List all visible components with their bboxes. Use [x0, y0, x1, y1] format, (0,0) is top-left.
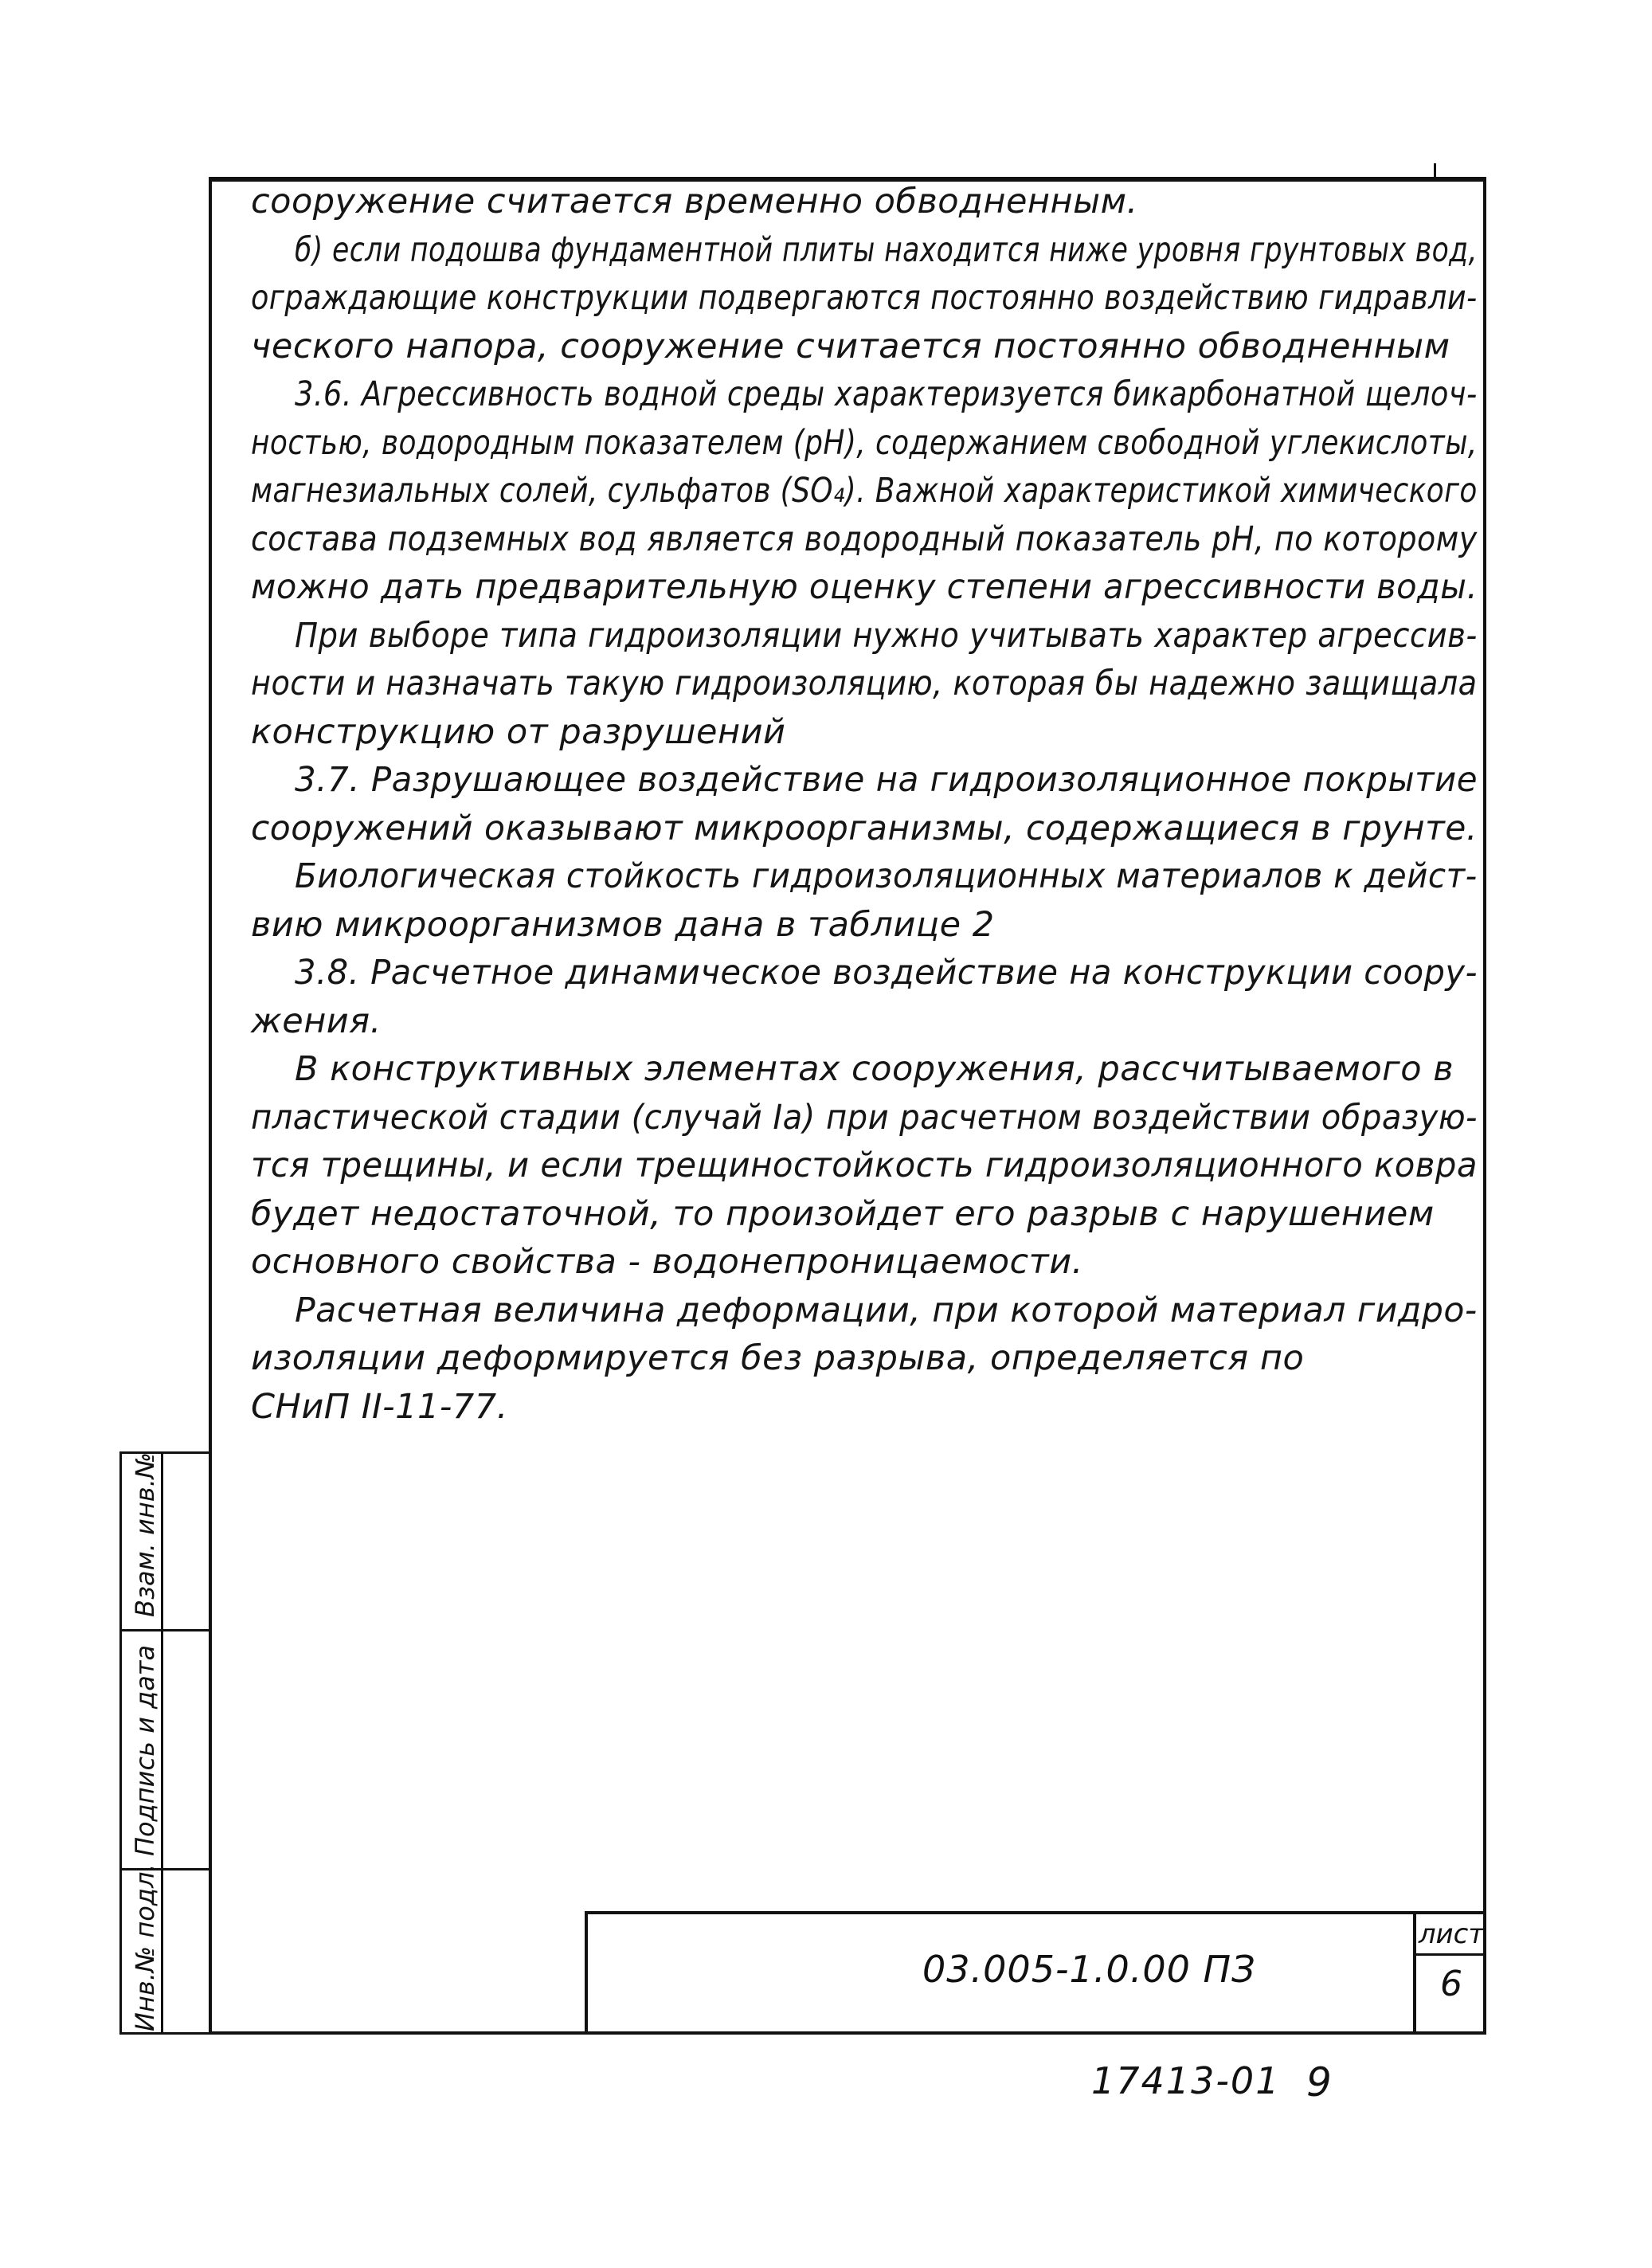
text-line: ностью, водородным показателем (рН), содержанием свободной углекислоты,	[251, 422, 1478, 463]
signature-date-label: Подпись и дата	[130, 1644, 160, 1856]
side-divider	[122, 1629, 211, 1631]
inventory-number-label: Инв.№ подл.	[130, 1863, 160, 2031]
text-line: вию микроорганизмов дана в таблице 2	[251, 904, 995, 945]
text-line: б) если подошва фундаментной плиты находится ниже уровня грунтовых вод,	[295, 229, 1478, 270]
text-line: В конструктивных элементах сооружения, рассчитываемого в	[295, 1049, 1454, 1089]
text-line: жения.	[251, 1001, 382, 1041]
text-line: изоляции деформируется без разрыва, определяется по	[251, 1338, 1305, 1378]
text-line: пластической стадии (случай Iа) при расчетном воздействии образую-	[251, 1097, 1478, 1138]
text-line: магнезиальных солей, сульфатов (SO₄). Важной характеристикой химического	[251, 471, 1478, 511]
text-line: Биологическая стойкость гидроизоляционных материалов к дейст-	[295, 856, 1478, 896]
text-line: 3.6. Агрессивность водной среды характеризуется бикарбонатной щелоч-	[295, 374, 1478, 414]
text-line: сооружение считается временно обводненным.	[251, 182, 1138, 221]
text-line: сооружений оказывают микроорганизмы, содержащиеся в грунте.	[251, 808, 1478, 848]
archive-number: 17413-01	[1091, 2059, 1281, 2102]
sheet-number: 6	[1440, 1964, 1462, 2004]
sheet-box	[1413, 1914, 1486, 2035]
text-line: тся трещины, и если трещиностойкость гидроизоляционного ковра	[251, 1146, 1478, 1185]
text-line: ности и назначать такую гидроизоляцию, которая бы надежно защищала	[251, 664, 1478, 703]
title-stamp	[585, 1911, 1486, 2035]
document-code: 03.005-1.0.00 ПЗ	[922, 1948, 1256, 1991]
text-line: ческого напора, сооружение считается постоянно обводненным	[251, 326, 1450, 366]
corner-tick	[1434, 163, 1436, 178]
text-line: 3.7. Разрушающее воздействие на гидроизоляционное покрытие	[295, 760, 1478, 800]
side-strip	[119, 1451, 209, 2035]
text-line: можно дать предварительную оценку степени агрессивности воды.	[251, 567, 1478, 607]
text-line: состава подземных вод является водородный показатель рН, по которому	[251, 519, 1478, 559]
text-line: При выборе типа гидроизоляции нужно учитывать характер агрессив-	[295, 615, 1478, 656]
side-column-right	[163, 1454, 211, 2032]
text-line: будет недостаточной, то произойдет его разрыв с нарушением	[251, 1193, 1435, 1234]
replacement-inventory-label: Взам. инв.№	[130, 1451, 160, 1617]
sheet-label: лист	[1416, 1914, 1486, 1956]
text-line: конструкцию от разрушений	[251, 711, 786, 752]
text-line: Расчетная величина деформации, при которой материал гидро-	[295, 1290, 1478, 1330]
text-line: основного свойства - водонепроницаемости.	[251, 1242, 1083, 1282]
text-line: СНиП II-11-77.	[251, 1386, 508, 1427]
text-line: 3.8. Расчетное динамическое воздействие на конструкции соору-	[295, 953, 1478, 993]
page-number: 9	[1306, 2059, 1332, 2105]
text-line: ограждающие конструкции подвергаются постоянно воздействию гидравли-	[251, 278, 1478, 318]
